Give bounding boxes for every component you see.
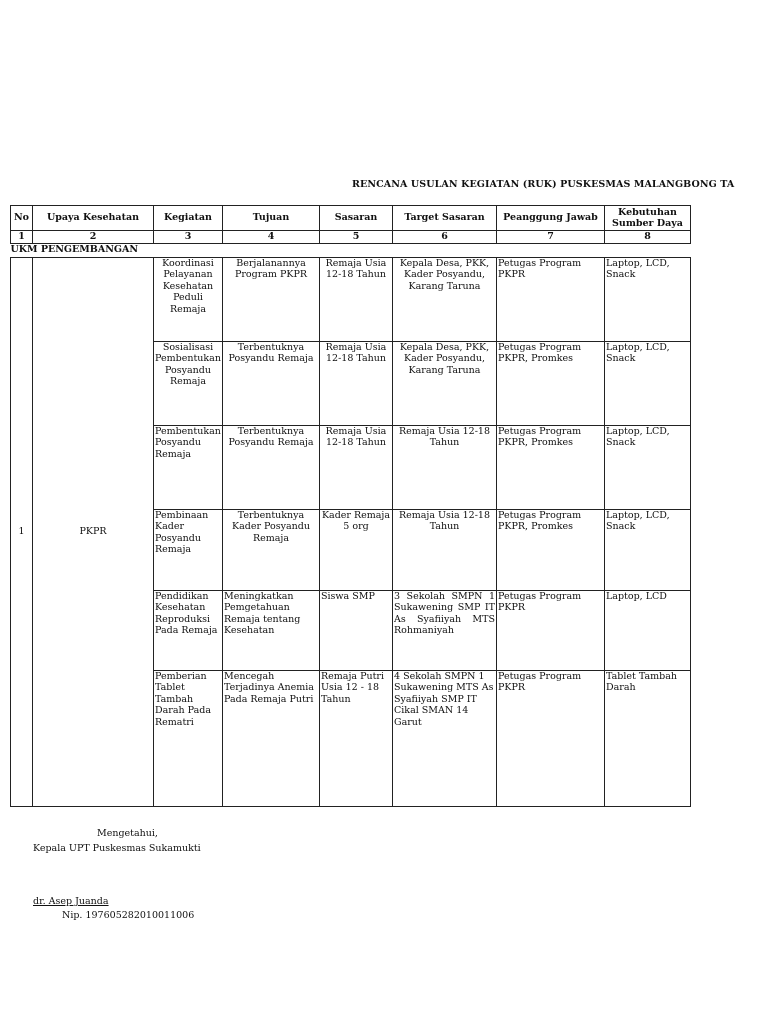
cell-target: Remaja Usia 12-18 Tahun xyxy=(393,509,497,590)
signature-position: Kepala UPT Puskesmas Sukamukti xyxy=(33,843,201,854)
cell-sumber: Laptop, LCD xyxy=(605,590,691,670)
col-number: 3 xyxy=(154,231,223,244)
col-number: 5 xyxy=(320,231,393,244)
header-target: Target Sasaran xyxy=(393,206,497,231)
section-row xyxy=(11,243,691,257)
cell-target: 4 Sekolah SMPN 1 Sukawening MTS As Syafiiyah SMP IT Cikal SMAN 14 Garut xyxy=(393,670,497,806)
document-title: RENCANA USULAN KEGIATAN (RUK) PUSKESMAS MALANGBONG TA xyxy=(352,179,735,190)
cell-pj: Petugas Program PKPR xyxy=(497,670,605,806)
cell-pj: Petugas Program PKPR, Promkes xyxy=(497,341,605,425)
cell-pj: Petugas Program PKPR, Promkes xyxy=(497,509,605,590)
col-number: 1 xyxy=(11,231,33,244)
signature-nip: Nip. 197605282010011006 xyxy=(62,910,195,921)
group-no: 1 xyxy=(11,257,33,806)
header-row xyxy=(11,206,691,231)
cell-kegiatan: Pembinaan Kader Posyandu Remaja xyxy=(154,509,223,590)
cell-target: 3 Sekolah SMPN 1 Sukawening SMP IT As Syafiiyah MTS Rohmaniyah xyxy=(393,590,497,670)
cell-pj: Petugas Program PKPR, Promkes xyxy=(497,425,605,509)
cell-sumber: Laptop, LCD, Snack xyxy=(605,341,691,425)
header-kegiatan: Kegiatan xyxy=(154,206,223,231)
cell-kegiatan: Pembentukan Posyandu Remaja xyxy=(154,425,223,509)
ruk-table xyxy=(10,205,691,807)
col-number: 2 xyxy=(33,231,154,244)
header-sasaran: Sasaran xyxy=(320,206,393,231)
header-pj: Peanggung Jawab xyxy=(497,206,605,231)
column-number-row xyxy=(11,231,691,244)
cell-sasaran: Kader Remaja 5 org xyxy=(320,509,393,590)
cell-target: Remaja Usia 12-18 Tahun xyxy=(393,425,497,509)
cell-tujuan: Terbentuknya Posyandu Remaja xyxy=(223,425,320,509)
col-number: 4 xyxy=(223,231,320,244)
cell-pj: Petugas Program PKPR xyxy=(497,590,605,670)
cell-sasaran: Remaja Usia 12-18 Tahun xyxy=(320,341,393,425)
section-label: UKM PENGEMBANGAN xyxy=(10,244,139,256)
cell-target: Kepala Desa, PKK, Kader Posyandu, Karang Taruna xyxy=(393,257,497,341)
cell-target: Kepala Desa, PKK, Kader Posyandu, Karang Taruna xyxy=(393,341,497,425)
group-upaya: PKPR xyxy=(33,257,154,806)
cell-kegiatan: Pendidikan Kesehatan Reproduksi Pada Remaja xyxy=(154,590,223,670)
header-upaya: Upaya Kesehatan xyxy=(33,206,154,231)
cell-sumber: Laptop, LCD, Snack xyxy=(605,509,691,590)
signature-acknowledged: Mengetahui, xyxy=(97,828,158,839)
cell-pj: Petugas Program PKPR xyxy=(497,257,605,341)
col-number: 7 xyxy=(497,231,605,244)
cell-sumber: Laptop, LCD, Snack xyxy=(605,257,691,341)
cell-tujuan: Berjalanannya Program PKPR xyxy=(223,257,320,341)
cell-sasaran: Remaja Putri Usia 12 - 18 Tahun xyxy=(320,670,393,806)
cell-sasaran: Remaja Usia 12-18 Tahun xyxy=(320,257,393,341)
cell-sasaran: Remaja Usia 12-18 Tahun xyxy=(320,425,393,509)
cell-sasaran: Siswa SMP xyxy=(320,590,393,670)
cell-tujuan: Mencegah Terjadinya Anemia Pada Remaja Putri xyxy=(223,670,320,806)
header-sumber: Kebutuhan Sumber Daya xyxy=(605,206,691,231)
header-tujuan: Tujuan xyxy=(223,206,320,231)
col-number: 8 xyxy=(605,231,691,244)
cell-sumber: Laptop, LCD, Snack xyxy=(605,425,691,509)
table-row xyxy=(11,257,691,341)
header-no: No xyxy=(11,206,33,231)
col-number: 6 xyxy=(393,231,497,244)
cell-kegiatan: Koordinasi Pelayanan Kesehatan Peduli Remaja xyxy=(154,257,223,341)
cell-tujuan: Terbentuknya Kader Posyandu Remaja xyxy=(223,509,320,590)
cell-tujuan: Meningkatkan Pemgetahuan Remaja tentang Kesehatan xyxy=(223,590,320,670)
cell-tujuan: Terbentuknya Posyandu Remaja xyxy=(223,341,320,425)
cell-kegiatan: Sosialisasi Pembentukan Posyandu Remaja xyxy=(154,341,223,425)
cell-kegiatan: Pemberian Tablet Tambah Darah Pada Rematri xyxy=(154,670,223,806)
signature-name: dr. Asep Juanda xyxy=(33,896,109,907)
cell-sumber: Tablet Tambah Darah xyxy=(605,670,691,806)
